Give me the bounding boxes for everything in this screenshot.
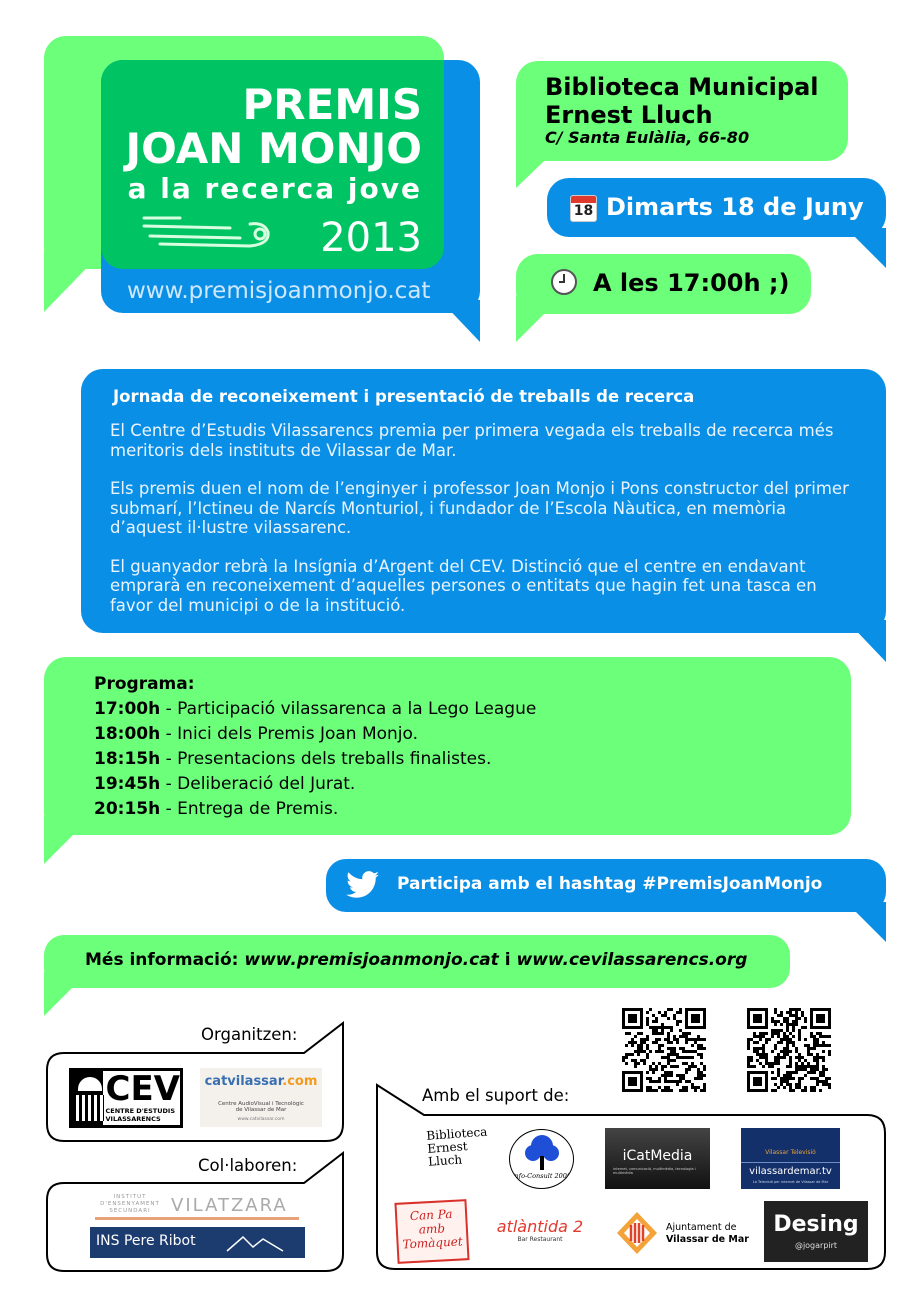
catvilassar-tagline: Centre AudioVisual i Tecnològic: [218, 1101, 304, 1107]
cev-logo: [69, 1068, 183, 1128]
twitter-hashtag-text: Participa amb el hashtag #PremisJoanMonjo: [397, 874, 823, 894]
catvilassar-name: catvilassar: [204, 1074, 283, 1089]
venue-name-line2: Ernest Lluch: [545, 101, 713, 129]
program-list: [94, 672, 536, 822]
organizers-heading: Organitzen:: [201, 1025, 298, 1044]
description-paragraph: El guanyador rebrà la Insígnia d’Argent del CEV. Distinció que el centre en endavant emprarà en reconeixement d’aquelles persones o entitats que hagin fet una tasca en favor del municipi o de la institució.: [110, 556, 817, 615]
vilatzara-small: D'ENSENYAMENT: [100, 1201, 160, 1207]
infoconsult-logo: [509, 1129, 574, 1189]
program-item-text: - Inici dels Premis Joan Monjo.: [160, 724, 419, 744]
catvilassar-logo: [200, 1068, 322, 1127]
header-green-bubble-tail: [44, 250, 104, 312]
icatmedia-name: iCatMedia: [622, 1148, 693, 1164]
desing-name: Desing: [773, 1212, 859, 1237]
vilatzara-logo: [95, 1194, 299, 1220]
canpa-logo-text: Can Pa amb Tomàquet: [402, 1206, 464, 1252]
support-heading: Amb el suport de:: [422, 1086, 570, 1105]
cev-building-icon: [72, 1071, 103, 1125]
ajuntament-line1: Ajuntament de: [666, 1222, 737, 1233]
twitter-bird-icon: [346, 871, 380, 899]
ajuntament-shield-icon: [614, 1210, 660, 1256]
program-item: [94, 747, 536, 772]
description-title: Jornada de reconeixement i presentació de treballs de recerca: [113, 387, 695, 406]
icatmedia-tagline: internet, comunicació, multimèdia, tecnologia i multimèdia: [613, 1167, 696, 1175]
program-item-time: 19:45h: [94, 774, 161, 794]
date-bubble-tail: [846, 228, 886, 268]
program-item-time: 17:00h: [94, 699, 161, 719]
program-item-time: 20:15h: [94, 799, 161, 819]
award-title-line2: JOAN MONJO: [125, 124, 422, 173]
program-item-text: - Entrega de Premis.: [160, 799, 339, 819]
catvilassar-url: www.catvilassar.com: [237, 1117, 285, 1122]
tree-icon: [522, 1134, 562, 1172]
award-url: www.premisjoanmonjo.cat: [127, 278, 431, 304]
cev-text: CEV: [105, 1069, 180, 1109]
more-info-label: Més informació:: [85, 950, 245, 970]
mountain-icon: [225, 1233, 285, 1253]
program-item: [94, 797, 536, 822]
twitter-bubble-tail: [846, 902, 886, 942]
more-info-joiner: i: [498, 950, 517, 970]
cev-subtitle: VILASSARENCS: [105, 1115, 161, 1123]
program-item: [94, 697, 536, 722]
description-paragraph: Els premis duen el nom de l’enginyer i professor Joan Monjo i Pons constructor del primer submarí, l’Ictineu de Narcís Monturiol, i fundador de l’Escola Nàutica, en memòria d’aquest il·lustre vilassarenc.: [110, 479, 849, 537]
program-bubble-tail: [44, 816, 92, 864]
program-item: [94, 772, 536, 797]
cev-subtitle: CENTRE D'ESTUDIS: [105, 1107, 176, 1115]
atlantida-tagline: Bar Restaurant: [517, 1236, 563, 1243]
catvilassar-suffix: .com: [282, 1074, 318, 1089]
vilatzara-small: INSTITUT: [113, 1194, 147, 1200]
canpa-logo: [394, 1199, 469, 1264]
atlantida-name: atlàntida 2: [496, 1217, 584, 1236]
program-item-text: - Participació vilassarenca a la Lego League: [160, 699, 537, 719]
vilassar-tv-logo: [741, 1128, 840, 1189]
header-blue-bubble-tail: [440, 300, 480, 342]
link-premisjoanmonjo[interactable]: www.premisjoanmonjo.cat: [244, 950, 499, 970]
description-paragraph: El Centre d’Estudis Vilassarencs premia per primera vegada els treballs de recerca més meritoris dels instituts de Vilassar de Mar.: [110, 421, 834, 460]
biblioteca-logo: [425, 1124, 488, 1189]
calendar-icon: [570, 195, 597, 222]
desing-logo: [764, 1201, 868, 1262]
atlantida-logo: [490, 1217, 590, 1243]
vilassar-tv-top: Vilassar Televisió: [765, 1149, 816, 1156]
program-item-time: 18:00h: [94, 724, 161, 744]
program-item-text: - Presentacions dels treballs finalistes.: [160, 749, 492, 769]
more-info-bubble-tail: [44, 972, 88, 1016]
peribot-logo: [90, 1227, 305, 1258]
program-item-text: - Deliberació del Jurat.: [160, 774, 356, 794]
award-title-line1: PREMIS: [242, 80, 422, 129]
time-bubble-tail: [516, 296, 562, 342]
ajuntament-logo: [614, 1210, 749, 1256]
venue-address: C/ Santa Eulàlia, 66-80: [545, 128, 750, 147]
link-cevilassarencs[interactable]: www.cevilassarencs.org: [516, 950, 748, 970]
vilassar-tv-url: vilassardemar.tv: [749, 1166, 832, 1177]
program-item: [94, 722, 536, 747]
event-date: Dimarts 18 de Juny: [606, 193, 864, 221]
program-heading: Programa:: [94, 674, 195, 694]
event-time: A les 17:00h ;): [593, 269, 790, 297]
collaborators-heading: Col·laboren:: [198, 1156, 298, 1175]
clock-icon: [550, 268, 578, 296]
program-item-time: 18:15h: [94, 749, 161, 769]
calendar-day: 18: [573, 203, 594, 219]
venue-name-line1: Biblioteca Municipal: [545, 73, 819, 101]
desing-tagline: @jogarpirt: [794, 1241, 838, 1250]
vilassar-tv-tagline: La Televisió per internet de Vilassar de Mar: [752, 1180, 829, 1184]
infoconsult-text: Info-Consult 2000: [511, 1172, 572, 1180]
description-body: [110, 421, 862, 634]
ajuntament-line2: Vilassar de Mar: [666, 1234, 749, 1245]
qr-code-1[interactable]: [621, 1007, 707, 1093]
award-subtitle: a la recerca jove: [127, 172, 422, 205]
more-info: [85, 950, 747, 970]
icatmedia-logo: [605, 1128, 710, 1189]
biblioteca-logo-text: Biblioteca Ernest Lluch: [425, 1124, 488, 1169]
vilatzara-small: SECUNDARI: [109, 1208, 151, 1214]
submarine-icon: [140, 210, 276, 254]
catvilassar-tagline: de Vilassar de Mar: [235, 1107, 287, 1113]
award-year: 2013: [320, 215, 422, 261]
qr-code-2[interactable]: [746, 1007, 832, 1093]
peribot-name: INS Pere Ribot: [96, 1233, 196, 1249]
vilatzara-name: VILATZARA: [171, 1195, 288, 1216]
